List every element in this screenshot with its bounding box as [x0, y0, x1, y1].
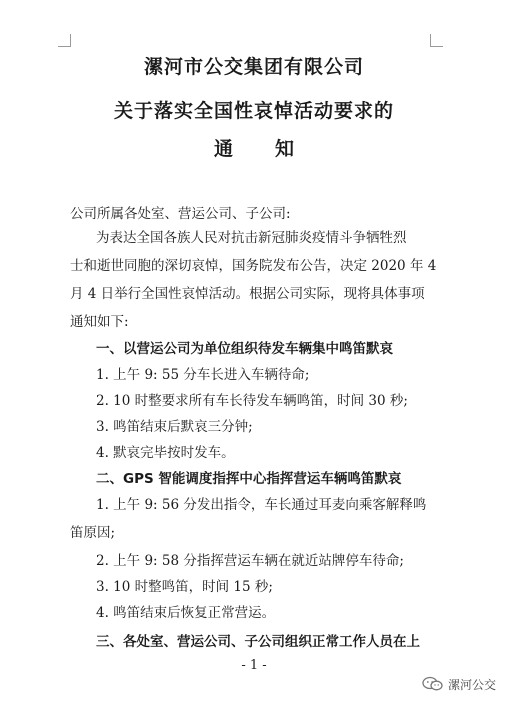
document-subject-title: 关于落实全国性哀悼活动要求的: [113, 100, 394, 122]
section-2-item-4: 4. 鸣笛结束后恢复正常营运。: [96, 605, 276, 621]
section-2-item-1-cont: 笛原因;: [70, 525, 116, 541]
page-number: - 1 -: [241, 658, 267, 673]
section-2-item-2: 2. 上午 9: 58 分指挥营运车辆在就近站牌停车待命;: [96, 553, 404, 569]
document-org-title: 漯河市公交集团有限公司: [143, 56, 364, 78]
intro-line-1: 为表达全国各族人民对抗击新冠肺炎疫情斗争牺牲烈: [96, 230, 407, 246]
document-type-char-1: 通: [213, 138, 233, 160]
section-heading-2: 二、GPS 智能调度指挥中心指挥营运车辆鸣笛默哀: [96, 471, 402, 487]
salutation: 公司所属各处室、营运公司、子公司:: [70, 206, 291, 222]
intro-line-3: 月 4 日举行全国性哀悼活动。根据公司实际，现将具体事项: [70, 286, 425, 302]
document-type-title: [0, 134, 508, 161]
section-1-item-3: 3. 鸣笛结束后默哀三分钟;: [96, 419, 253, 435]
section-1-item-1: 1. 上午 9: 55 分车长进入车辆待命;: [96, 367, 310, 383]
crop-mark-top-right: [430, 34, 443, 47]
section-1-item-2: 2. 10 时整要求所有车长待发车辆鸣笛，时间 30 秒;: [96, 393, 408, 409]
section-1-item-4: 4. 默哀完毕按时发车。: [96, 445, 235, 461]
intro-line-2: 士和逝世同胞的深切哀悼，国务院发布公告，决定 2020 年 4: [70, 258, 437, 274]
wechat-watermark: [422, 674, 496, 694]
section-heading-1: 一、以营运公司为单位组织待发车辆集中鸣笛默哀: [96, 341, 393, 357]
wechat-account-name: 漯河公交: [447, 677, 496, 692]
section-2-item-3: 3. 10 时整鸣笛，时间 15 秒;: [96, 579, 273, 595]
wechat-icon: [422, 676, 444, 692]
section-heading-3: 三、各处室、营运公司、子公司组织正常工作人员在上: [96, 634, 420, 650]
intro-line-4: 通知如下:: [70, 314, 129, 330]
crop-mark-top-left: [58, 34, 71, 47]
section-2-item-1: 1. 上午 9: 56 分发出指令，车长通过耳麦向乘客解释鸣: [96, 497, 427, 513]
document-type-char-2: 知: [275, 138, 295, 160]
